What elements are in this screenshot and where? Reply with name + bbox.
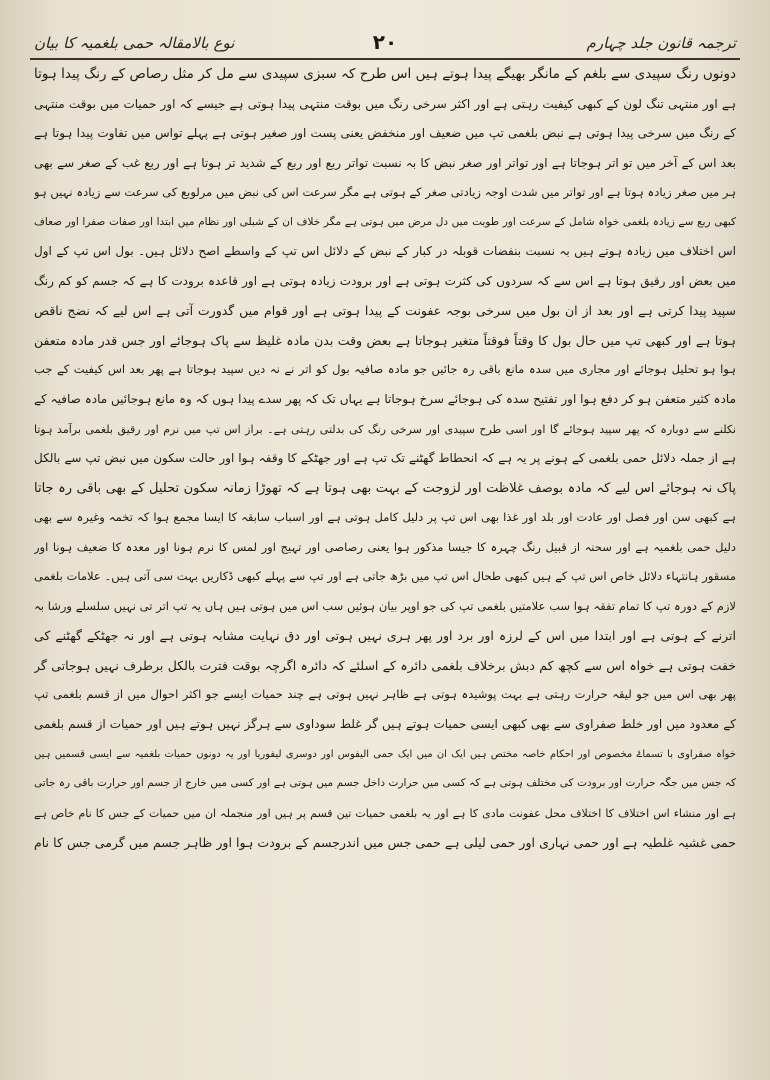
text-line: کے معدود میں اور خلط صفراوی سے بھی کبھی ایسی حمیات ہوتے ہیں گر غلط سوداوی سے ہرگز نہیں ہوتے ہیں اور حمیات از قسم بلغمی — [34, 717, 736, 732]
text-line: مسقور ہانتہاء دلائل خاص اس تپ کے ہیں کبھی طحال اس تپ میں بڑھ جاتی ہے اور تپ سے پہلے کبھی ڈکاریں بہت سی آتی ہیں۔ علامات بلغمی — [34, 569, 736, 584]
text-line: نکلنے سے دوبارہ کہ پھر سپید ہوجائے گا اور اسی طرح سپیدی اور سرخی رنگ کی بدلتی رہتی ہے۔ براز اس تپ میں نرم اور رقیق بلغمی برآمد ہوتا — [34, 422, 736, 436]
text-line: دلیل حمی بلغمیہ ہے اور سحنہ از قبیل رنگ چہرہ کا جیسا مذکور ہوا یعنی رصاصی اور تہیج اور لمس کا نرم ہونا اور معدہ کا ضعیف ہونا اور — [34, 539, 736, 554]
text-line: ہے کبھی سن اور فصل اور عادت اور بلد اور غذا بھی اس تپ پر دلیل کامل ہوتی ہے اور اسباب سابقہ کا ایسا مجمع ہوا کہ تخمہ وغیرہ سے بھی — [34, 510, 736, 525]
body-text — [34, 60, 736, 858]
text-line: کہ جس میں جگہ حرارت اور برودت کی مختلف ہوتی ہے کہ کسی میں حرارت داخل جسم میں ہوتی ہے اور کسی میں خارج از جسم اور حرارت باقی رہ جاتی — [34, 777, 736, 790]
text-line: کبھی ربع سے زیادہ بلغمی خواہ شامل کے سرعت اور طوبت میں دل مرض میں ہوتی ہے مگر خلاف ان کے شبلی اور نظام میں ابتدا اور صفات صفرا اور صعاف — [34, 215, 736, 228]
text-line: سپید پیدا کرتی ہے اور بعد از ان بول میں سرخی بوجہ عفونت کے پیدا ہوتی ہے اور قوام میں گدورت آتی ہے اس لیے کہ نضج ناقص — [34, 303, 736, 319]
text-line: اس اختلاف میں زیادہ ہوتے ہیں بہ نسبت بنفضات قوبلہ در کبار کے نبض کے دلائل اس تپ کے واسطے اصح دلائل ہیں۔ بول اس تپ کے اول — [34, 244, 736, 259]
text-line: خواہ صفراوی با تسماۓ مخصوص اور احکام خاصہ مختص ہیں ایک ان میں ایک حمی الیفوس اور دوسری لیفوریا اور یہ دونوں حمیات بلغمیہ سے ایسی قسمیں ہیں — [34, 748, 736, 760]
text-line: بعد اس کے آخر میں تو اتر ہوجاتا ہے اور تواتر اور صغر نبض کا بہ نسبت تواتر ربع اور ربع کے شدید تر ہوتا ہے اور ربع غب کے صغر سے بھی — [34, 155, 736, 170]
text-line: لازم کے دورہ تپ کا تمام تفقہ ہوا سب علامتیں بلغمی تپ کی جو اوپر بیان ہوئیں سب اس میں ہوتی ہیں ہاں یہ تپ اتر تی نہیں سلسلے ورشا بہ — [34, 598, 736, 613]
text-line: ہے از جملہ دلائل حمی بلغمی کے ہونے پر یہ ہے کہ انحطاط گھٹنے تک تپ ہے اور جھٹکے کا وقفہ ہوا اور حالت سکون میں نبض تپ سے بالکل — [34, 451, 736, 466]
page-header — [34, 30, 736, 60]
text-line: پھر بھی اس میں جو لیقہ حرارت رہتی ہے بہت پوشیدہ ہوتی ہے ظاہر نہیں ہوتی ہے چند حمیات ایسے جو اکثر احوال میں از قسم بلغمی تپ — [34, 687, 736, 702]
text-line: ہے اور منتہی تنگ لون کے کبھی کیفیت رہتی ہے اور اکثر سرخی رنگ میں بوقت منتہی پیدا ہوتی ہے جیسے کہ اور حمیات میں بوقت منتہی — [34, 96, 736, 111]
text-line: ہوتا ہے اور کبھی تپ میں حال بول کا وقتاً فوقتاً متغیر ہوجاتا ہے بعض وقت بدن مادہ غلیظ سے پاک ہوجائے اور جس قدر مادہ متعفن — [34, 332, 736, 348]
text-line: حمی غشیہ غلطیہ ہے اور حمی نہاری اور حمی لیلی ہے حمی جس میں اندرجسم کے برودت ہوا اور ظاہر جسم میں گرمی جس کا نام — [34, 835, 736, 851]
page-number: ۲۰ — [372, 30, 398, 54]
running-head-book-title: ترجمہ قانون جلد چہارم — [586, 34, 736, 52]
text-line: پاک نہ ہوجائے اس لیے کہ مادہ بوصف غلاظت اور لزوجت کے بہت بھی ہوتا ہے کہ تھوڑا زمانہ سکون تحلیل کے بھی باقی رہ جاتا — [34, 480, 736, 496]
text-line: ہے اور منشاء اس اختلاف کا اختلاف محل عفونت مادی کا ہے اور یہ بلغمی حمیات تین قسم پر ہیں اور منجملہ ان میں حمیات کے جس کا نام خاص ہے — [34, 806, 736, 820]
text-line: اترنے کے ہوتی ہے اور ابتدا میں اس کے لرزہ اور برد اور پھر ہری نہیں ہوتی اور دق نہایت مشابہ ہوتی ہے اور نہ جھٹکے گھٹنے کی — [34, 628, 736, 644]
text-line: مادہ کثیر متعفن ہو کر دفع ہوا اور تفتیح سدہ کی ہوجائے سرخ ہوجاتا ہے یہاں تک کہ پھر سدے پیدا ہوں کہ وہ مانع ہوجائیں مادہ صافیہ کے — [34, 392, 736, 407]
text-line: خفت ہوتی ہے خواہ اس سے کچھ کم دبش برخلاف بلغمی دائرہ کے اسلئے کہ دائرہ اگرچہ بوقت فترت بالکل برطرف نہیں ہوجاتی گر — [34, 657, 736, 673]
text-line: ہوا ہو تحلیل ہوجائے اور مجاری میں سدہ مانع باقی رہ جائیں جو مادہ صافیہ بول کو اتر نے نہ دیں سپید ہوجاتا ہے پھر بعد اس کیفیت کے جب — [34, 362, 736, 377]
text-line: ہر میں صغر زیادہ ہوتا ہے اور تواتر میں شدت اوجہ زیادتی صغر کے ہوتی ہے مگر سرعت اس کی نبض میں مرلوبع کی سرعت سے زیادہ نہیں ہو — [34, 185, 736, 200]
text-line: میں بعض اور رقیق ہوتا ہے اس سے کہ سردوں کی کثرت ہوتی ہے اور برودت زیادہ ہوتی ہے اور قاعدہ برودت کا ہے کہ جسم کو کم رنگ — [34, 273, 736, 288]
running-head-chapter-title: نوع بالامقالہ حمی بلغمیہ کا بیان — [34, 34, 235, 52]
text-line: کے رنگ میں سرخی پیدا ہوتی ہے نبض بلغمی تپ میں ضعیف اور منخفض یعنی پست اور صغیر ہوتی ہے پہلے تواس میں تفاوت پیدا ہوتا ہے — [34, 126, 736, 141]
text-line: دونوں رنگ سپیدی سے بلغم کے مانگر بھیگے پیدا ہوتے ہیں اس طرح کہ سبزی سپیدی سے مل کر مثل رصاص کے رنگ پیدا ہوتا — [34, 66, 736, 82]
